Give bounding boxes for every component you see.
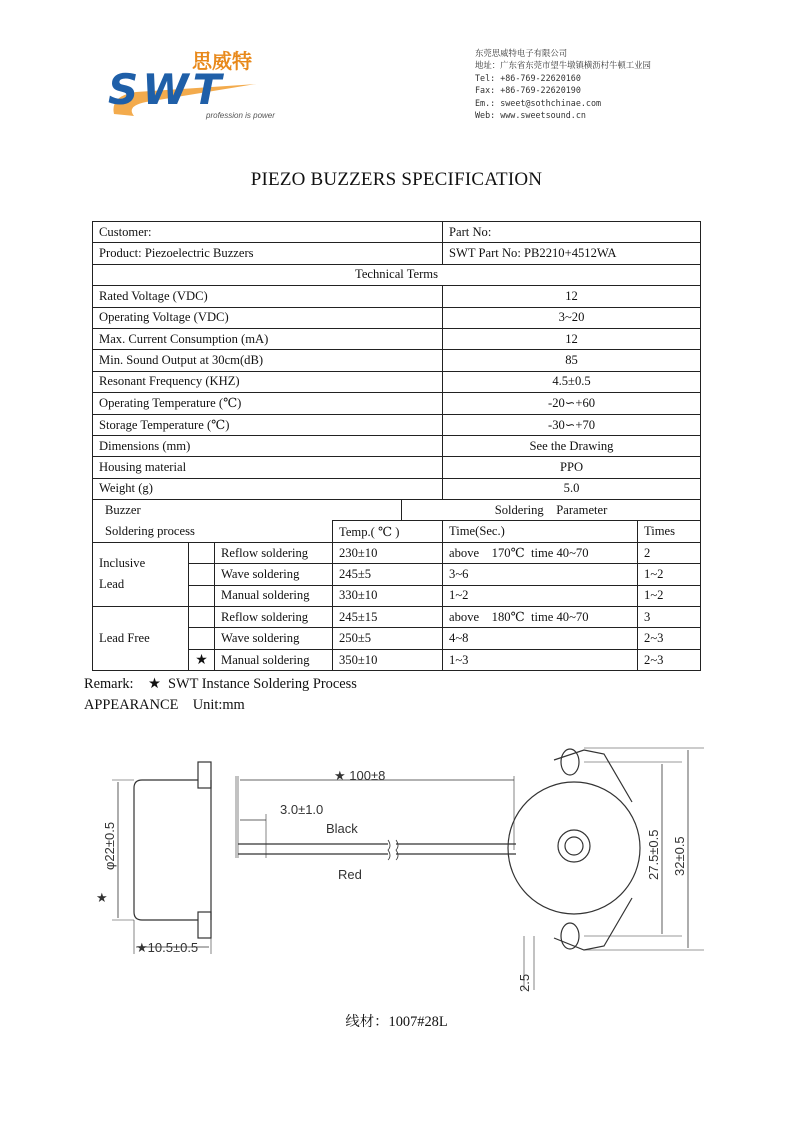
temp-header: Temp.( ℃ ) [333, 521, 443, 542]
logo-english-text: SWT [108, 65, 226, 114]
swt-part-no-cell: SWT Part No: PB2210+4512WA [443, 243, 701, 264]
soldering-times: 2~3 [638, 649, 701, 670]
table-row [93, 222, 701, 243]
spec-value: 12 [443, 328, 701, 349]
star-mark [189, 564, 215, 585]
star-mark [189, 542, 215, 563]
soldering-temp: 245±15 [333, 607, 443, 628]
side-view-bottom-tab [198, 912, 211, 938]
soldering-time: 4~8 [443, 628, 638, 649]
table-row [93, 371, 701, 392]
side-view-top-tab [198, 762, 211, 788]
soldering-time: 1~2 [443, 585, 638, 606]
product-cell: Product: Piezoelectric Buzzers [93, 243, 443, 264]
soldering-method: Reflow soldering [215, 542, 333, 563]
soldering-temp: 245±5 [333, 564, 443, 585]
lead-wires [236, 768, 516, 882]
lead-free-label: Lead Free [93, 607, 189, 671]
height-dimension: ★10.5±0.5 [136, 940, 199, 955]
process-label-buzzer: Buzzer [93, 500, 402, 521]
soldering-method: Wave soldering [215, 564, 333, 585]
time-header: Time(Sec.) [443, 521, 638, 542]
hole-spacing-dimension: 27.5±0.5 [646, 829, 661, 880]
star-mark [189, 585, 215, 606]
diameter-star: ★ [96, 890, 108, 905]
tab-dimension: 2.5 [517, 973, 532, 992]
logo-slogan: profession is power [206, 111, 275, 120]
company-tel: Tel: +86-769-22620160 [475, 72, 581, 83]
table-row [93, 243, 701, 264]
table-row [93, 478, 701, 499]
document-title: PIEZO BUZZERS SPECIFICATION [250, 169, 543, 190]
star-mark [189, 607, 215, 628]
spec-name: Weight (g) [93, 478, 443, 499]
table-row [93, 328, 701, 349]
table-row [93, 307, 701, 328]
table-row [93, 457, 701, 478]
appearance-label: APPEARANCE Unit:mm [84, 697, 245, 713]
star-mark [189, 628, 215, 649]
inclusive-lead-label: Inclusive Lead [93, 542, 189, 606]
logo-chinese-text: 思威特 [192, 49, 252, 73]
soldering-times: 2~3 [638, 628, 701, 649]
table-row [93, 414, 701, 435]
spec-value: 4.5±0.5 [443, 371, 701, 392]
spec-name: Operating Voltage (VDC) [93, 307, 443, 328]
company-fax: Fax: +86-769-22620190 [475, 85, 581, 96]
wire-spec: 线材：1007#28L [345, 1014, 448, 1030]
length-dimension: ★ 100±8 [334, 768, 386, 783]
table-row [93, 286, 701, 307]
company-info [475, 47, 651, 121]
mounting-hole-bottom [561, 923, 579, 949]
soldering-times: 1~2 [638, 585, 701, 606]
soldering-time: 3~6 [443, 564, 638, 585]
spec-name: Resonant Frequency (KHZ) [93, 371, 443, 392]
spec-value: 5.0 [443, 478, 701, 499]
table-row [93, 521, 701, 542]
spec-value: -30∽+70 [443, 414, 701, 435]
part-no-cell: Part No: [443, 222, 701, 243]
soldering-temp: 230±10 [333, 542, 443, 563]
spec-value: 3~20 [443, 307, 701, 328]
company-name: 东莞思威特电子有限公司 [475, 48, 568, 58]
spec-value: See the Drawing [443, 435, 701, 456]
company-address: 地址：广东省东莞市望牛墩镇横沥村牛顿工业园 [475, 60, 651, 71]
spec-table [92, 221, 701, 671]
soldering-times: 3 [638, 607, 701, 628]
spec-value: 85 [443, 350, 701, 371]
customer-cell: Customer: [93, 222, 443, 243]
soldering-temp: 350±10 [333, 649, 443, 670]
spec-name: Rated Voltage (VDC) [93, 286, 443, 307]
spec-value: 12 [443, 286, 701, 307]
star-mark: ★ [189, 649, 215, 670]
soldering-method: Manual soldering [215, 649, 333, 670]
soldering-time: above 180℃ time 40~70 [443, 607, 638, 628]
company-logo [106, 44, 316, 124]
spec-name: Max. Current Consumption (mA) [93, 328, 443, 349]
strip-length-dimension: 3.0±1.0 [280, 802, 324, 817]
company-email: Em.: sweet@sothchinae.com [475, 97, 602, 108]
spec-name: Operating Temperature (℃) [93, 393, 443, 414]
soldering-times: 2 [638, 542, 701, 563]
black-wire-label: Black [326, 821, 358, 836]
table-row [93, 542, 701, 563]
side-view-housing [134, 780, 198, 920]
diameter-dimension: φ22±0.5 [102, 821, 117, 870]
remark-text: Remark: ★ SWT Instance Soldering Process [84, 676, 357, 692]
soldering-method: Wave soldering [215, 628, 333, 649]
technical-terms-header: Technical Terms [93, 264, 701, 285]
table-row [93, 435, 701, 456]
process-label-soldering: Soldering process [93, 521, 333, 542]
buzzer-body [508, 782, 640, 914]
appearance-drawing [84, 740, 704, 1005]
soldering-temp: 250±5 [333, 628, 443, 649]
table-row [93, 500, 701, 521]
overall-dimension: 32±0.5 [672, 836, 687, 876]
spec-name: Housing material [93, 457, 443, 478]
mounting-hole-top [561, 749, 579, 775]
company-web: Web: www.sweetsound.cn [475, 110, 586, 121]
soldering-parameter-header: Soldering Parameter [402, 500, 701, 521]
soldering-method: Reflow soldering [215, 607, 333, 628]
soldering-times: 1~2 [638, 564, 701, 585]
spec-name: Storage Temperature (℃) [93, 414, 443, 435]
red-wire-label: Red [338, 867, 362, 882]
times-header: Times [638, 521, 701, 542]
soldering-time: above 170℃ time 40~70 [443, 542, 638, 563]
soldering-temp: 330±10 [333, 585, 443, 606]
soldering-method: Manual soldering [215, 585, 333, 606]
side-view [96, 762, 211, 955]
spec-name: Dimensions (mm) [93, 435, 443, 456]
soldering-time: 1~3 [443, 649, 638, 670]
table-row [93, 264, 701, 285]
top-view [508, 748, 704, 992]
sound-hole-outer [558, 830, 590, 862]
table-row [93, 607, 701, 628]
table-row [93, 350, 701, 371]
spec-value: PPO [443, 457, 701, 478]
spec-value: -20∽+60 [443, 393, 701, 414]
table-row [93, 393, 701, 414]
spec-name: Min. Sound Output at 30cm(dB) [93, 350, 443, 371]
sound-hole [565, 837, 583, 855]
